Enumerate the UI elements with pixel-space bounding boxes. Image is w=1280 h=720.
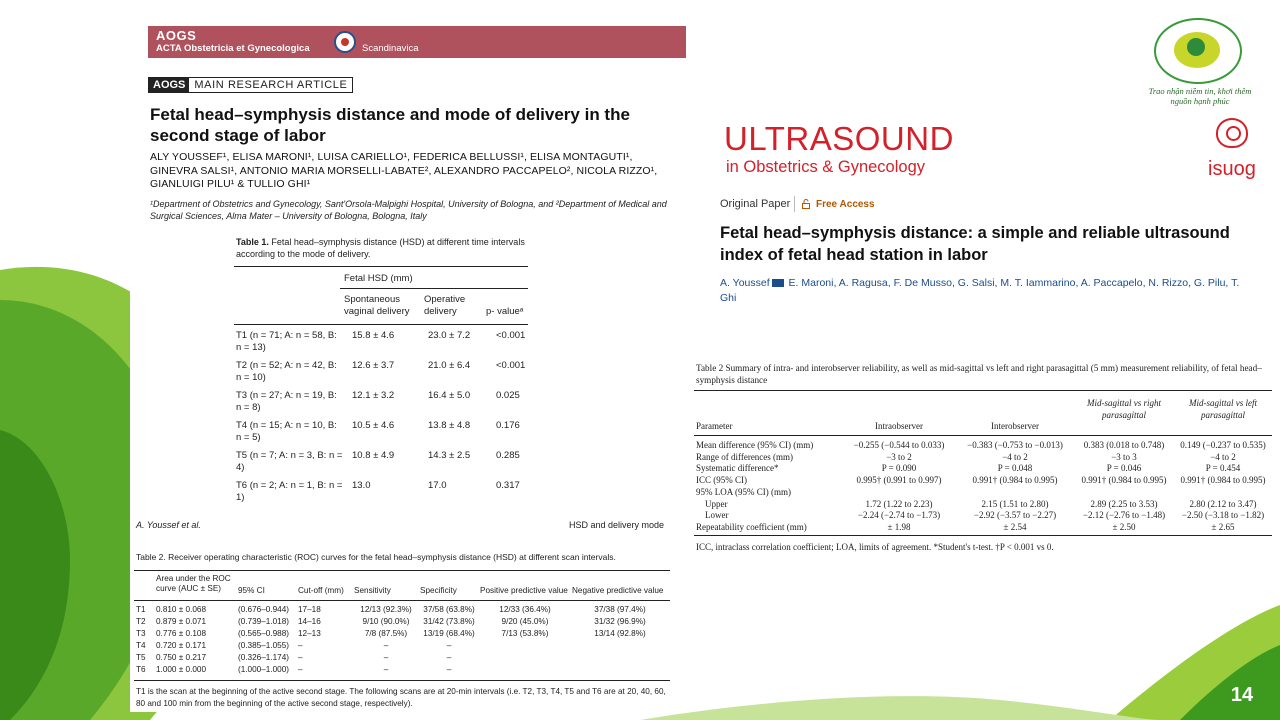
roc-table-col-ppv: Positive predictive value bbox=[480, 586, 568, 595]
table1-cell-p: 0.176 bbox=[496, 420, 520, 431]
roc-table-cell-specificity: – bbox=[446, 653, 452, 662]
table1-cell-operative: 16.4 ± 5.0 bbox=[428, 390, 471, 401]
table1-group-header: Fetal HSD (mm) bbox=[344, 273, 413, 284]
table1-cell-operative: 17.0 bbox=[428, 480, 447, 491]
roc-table-cell-specificity: – bbox=[446, 641, 452, 650]
table1-cell-p: <0.001 bbox=[496, 360, 526, 371]
running-header-title: HSD and delivery mode bbox=[568, 520, 664, 530]
article-tag-journal: AOGS bbox=[149, 78, 189, 92]
roc-table-cell-cutoff: – bbox=[298, 665, 303, 674]
reliability-cell-left: 2.80 (2.12 to 3.47) bbox=[1189, 498, 1257, 509]
reliability-cell-left: −4 to 2 bbox=[1210, 451, 1236, 462]
roc-table-cell-scan: T6 bbox=[136, 665, 146, 674]
roc-table-cell-npv: 13/14 (92.8%) bbox=[594, 629, 646, 638]
roc-table-cell-sensitivity: 12/13 (92.3%) bbox=[360, 605, 412, 614]
running-header-author: A. Youssef et al. bbox=[136, 520, 201, 530]
table1-cell-p: 0.317 bbox=[496, 480, 520, 491]
reliability-cell-right: −2.12 (−2.76 to −1.48) bbox=[1082, 510, 1166, 521]
reliability-cell-intra: −0.255 (−0.544 to 0.033) bbox=[853, 440, 945, 450]
reliability-cell-inter: ± 2.54 bbox=[1003, 521, 1027, 532]
reliability-cell-left: ± 2.65 bbox=[1211, 521, 1235, 532]
roc-table-panel bbox=[130, 512, 674, 712]
table1-col-operative: Operative delivery bbox=[424, 294, 466, 317]
roc-table-col-auc: Area under the ROC curve (AUC ± SE) bbox=[156, 574, 231, 593]
reliability-cell-intra: −3 to 2 bbox=[886, 451, 912, 462]
roc-table-cell-cutoff: 12–13 bbox=[298, 629, 321, 638]
reliability-cell-inter: −0.383 (−0.753 to −0.013) bbox=[967, 440, 1063, 450]
aogs-journal-banner bbox=[148, 26, 686, 58]
roc-table-caption: Table 2. Receiver operating characteristic (ROC) curves for the fetal head–symphysis distance (HSD) at different scan intervals. bbox=[136, 552, 616, 562]
reliability-cell-parameter: 95% LOA (95% CI) (mm) bbox=[696, 486, 791, 497]
roc-table-cell-scan: T2 bbox=[136, 617, 146, 626]
roc-table-cell-cutoff: 14–16 bbox=[298, 617, 321, 626]
roc-table-cell-ppv: 12/33 (36.4%) bbox=[499, 605, 551, 614]
table1-row-label: T3 (n = 27; A: n = 19, B: n = 8) bbox=[236, 390, 337, 413]
reliability-cell-right: 0.991† (0.984 to 0.995) bbox=[1081, 475, 1167, 486]
table1-cell-spontaneous: 10.8 ± 4.9 bbox=[352, 450, 395, 461]
reliability-cell-intra: ± 1.98 bbox=[887, 521, 911, 532]
roc-table-col-npv: Negative predictive value bbox=[572, 586, 664, 595]
roc-table-cell-ppv: 9/20 (45.0%) bbox=[501, 617, 549, 626]
isuog-logo-text: isuog bbox=[1208, 158, 1256, 180]
isuog-emblem-icon bbox=[1216, 118, 1248, 148]
table1-cell-spontaneous: 12.1 ± 3.2 bbox=[352, 390, 395, 401]
reliability-cell-left: P = 0.454 bbox=[1205, 463, 1241, 474]
reliability-col-right: Mid-sagittal vs right parasagittal bbox=[1087, 398, 1161, 420]
reliability-cell-intra: P = 0.090 bbox=[881, 463, 917, 474]
table1-caption-text: Fetal head–symphysis distance (HSD) at different time intervals according to the mode of delivery. bbox=[236, 237, 525, 259]
roc-table-cell-auc: 0.776 ± 0.108 bbox=[156, 629, 207, 638]
table1-rule bbox=[234, 324, 528, 325]
reliability-col-intra: Intraobserver bbox=[875, 421, 923, 431]
uog-logo-title: ULTRASOUND bbox=[724, 120, 954, 157]
roc-table-cell-cutoff: – bbox=[298, 641, 303, 650]
roc-table-cell-ci: (0.739–1.018) bbox=[238, 617, 289, 626]
roc-table-col-specificity: Specificity bbox=[420, 586, 457, 595]
reliability-cell-right: ± 2.50 bbox=[1112, 521, 1136, 532]
reliability-cell-left: −2.50 (−3.18 to −1.82) bbox=[1181, 510, 1265, 521]
roc-table-col-ci: 95% CI bbox=[238, 586, 265, 595]
reliability-table-rule bbox=[694, 435, 1272, 436]
table1-cell-spontaneous: 15.8 ± 4.6 bbox=[352, 330, 395, 341]
reliability-cell-parameter: Systematic difference* bbox=[696, 463, 779, 474]
reliability-cell-inter: P = 0.048 bbox=[997, 463, 1033, 474]
roc-table-cell-sensitivity: – bbox=[383, 653, 389, 662]
reliability-cell-right: 0.383 (0.018 to 0.748) bbox=[1083, 440, 1165, 450]
roc-table-cell-ci: (0.565–0.988) bbox=[238, 629, 289, 638]
table1-col-spontaneous: Spontaneous vaginal delivery bbox=[344, 294, 410, 317]
table1-rule bbox=[340, 288, 528, 289]
reliability-cell-left: 0.991† (0.984 to 0.995) bbox=[1180, 475, 1266, 486]
roc-table-cell-specificity: – bbox=[446, 665, 452, 674]
table1-cell-p: <0.001 bbox=[496, 330, 526, 341]
uog-article-title: Fetal head–symphysis distance: a simple and reliable ultrasound index of fetal head station in labor bbox=[720, 224, 1230, 264]
article-type-tag bbox=[148, 77, 353, 93]
table1-caption-label: Table 1. bbox=[236, 237, 269, 247]
roc-table-cell-auc: 0.879 ± 0.071 bbox=[156, 617, 207, 626]
reliability-cell-right: −3 to 3 bbox=[1111, 451, 1137, 462]
reliability-cell-parameter: ICC (95% CI) bbox=[696, 475, 747, 486]
table1-cell-spontaneous: 12.6 ± 3.7 bbox=[352, 360, 395, 371]
table1-cell-operative: 23.0 ± 7.2 bbox=[428, 330, 471, 341]
uog-article-panel bbox=[680, 110, 1280, 562]
roc-table-cell-auc: 1.000 ± 0.000 bbox=[156, 665, 207, 674]
table1-row-label: T1 (n = 71; A: n = 58, B: n = 13) bbox=[236, 330, 337, 353]
aogs-article-panel bbox=[130, 22, 692, 512]
roc-table-cell-ci: (0.385–1.055) bbox=[238, 641, 289, 650]
roc-table-rule bbox=[134, 600, 670, 601]
roc-table-cell-ci: (1.000–1.000) bbox=[238, 665, 289, 674]
table1-row-label: T2 (n = 52; A: n = 42, B: n = 10) bbox=[236, 360, 337, 383]
aogs-affiliation: ¹Department of Obstetrics and Gynecology, Sant'Orsola-Malpighi Hospital, University of Bologna, and ²Department of Medical and Surgical Sciences, Alma Mater – University of Bologna, Bologna, Italy bbox=[150, 199, 667, 221]
table1-cell-p: 0.025 bbox=[496, 390, 520, 401]
uog-authors bbox=[720, 276, 1240, 305]
table1-cell-operative: 14.3 ± 2.5 bbox=[428, 450, 471, 461]
reliability-cell-intra: 1.72 (1.22 to 2.23) bbox=[865, 498, 933, 509]
reliability-cell-parameter: Mean difference (95% CI) (mm) bbox=[696, 440, 814, 450]
aogs-journal-name: ACTA Obstetricia et Gynecologica bbox=[156, 43, 310, 54]
roc-table-cell-scan: T4 bbox=[136, 641, 146, 650]
reliability-cell-intra: 0.995† (0.991 to 0.997) bbox=[856, 475, 942, 486]
table1-cell-p: 0.285 bbox=[496, 450, 520, 461]
roc-table-rule bbox=[134, 680, 670, 681]
roc-table-cell-npv: 37/38 (97.4%) bbox=[594, 605, 646, 614]
reliability-cell-inter: −2.92 (−3.57 to −2.27) bbox=[973, 510, 1057, 521]
reliability-cell-parameter: Lower bbox=[696, 510, 729, 521]
roc-table-rule bbox=[134, 570, 670, 571]
table1-row-label: T6 (n = 2; A: n = 1, B: n = 1) bbox=[236, 480, 343, 503]
article-type: Original Paper bbox=[720, 198, 791, 210]
roc-table-cell-auc: 0.750 ± 0.217 bbox=[156, 653, 207, 662]
reliability-table-footnote: ICC, intraclass correlation coefficient; LOA, limits of agreement. *Student's t-test. †P < 0.001 vs 0. bbox=[696, 542, 1054, 552]
roc-table-cell-scan: T5 bbox=[136, 653, 146, 662]
roc-table-cell-sensitivity: – bbox=[383, 641, 389, 650]
slide-number: 14 bbox=[1230, 684, 1254, 706]
aogs-journal-region: Scandinavica bbox=[362, 43, 419, 54]
table1-rule bbox=[234, 266, 528, 267]
roc-table-col-cutoff: Cut-off (mm) bbox=[298, 586, 344, 595]
roc-table-footnote: T1 is the scan at the beginning of the active second stage. The following scans are at 20-min intervals (i.e. T2, T3, T4, T5 and T6 are at 20, 40, 60, 80 and 100 min from the beginning of the active second stage, respectively). bbox=[136, 687, 666, 708]
uog-logo-subtitle: in Obstetrics & Gynecology bbox=[726, 158, 925, 176]
uog-author-link[interactable]: A. Youssef bbox=[720, 277, 770, 289]
table1-row-label: T4 (n = 15; A: n = 10, B: n = 5) bbox=[236, 420, 337, 443]
reliability-col-left: Mid-sagittal vs left parasagittal bbox=[1189, 398, 1257, 420]
roc-table-cell-specificity: 31/42 (73.8%) bbox=[423, 617, 475, 626]
roc-table-cell-npv: 31/32 (96.9%) bbox=[594, 617, 646, 626]
roc-table-cell-specificity: 13/19 (68.4%) bbox=[423, 629, 475, 638]
roc-table-cell-sensitivity: 7/8 (87.5%) bbox=[364, 629, 408, 638]
table1-col-p: p- valueᵃ bbox=[486, 306, 524, 317]
reliability-cell-inter: −4 to 2 bbox=[1002, 451, 1028, 462]
roc-table-cell-sensitivity: 9/10 (90.0%) bbox=[362, 617, 410, 626]
isuog-logo bbox=[1200, 118, 1266, 188]
reliability-cell-inter: 2.15 (1.51 to 2.80) bbox=[981, 498, 1049, 509]
roc-table-cell-cutoff: – bbox=[298, 653, 303, 662]
hospital-logo bbox=[1138, 8, 1262, 112]
roc-table-cell-scan: T3 bbox=[136, 629, 146, 638]
reliability-cell-parameter: Upper bbox=[696, 498, 728, 509]
roc-table-cell-sensitivity: – bbox=[383, 665, 389, 674]
table1-cell-spontaneous: 10.5 ± 4.6 bbox=[352, 420, 395, 431]
divider bbox=[794, 196, 795, 212]
aogs-authors: ALY YOUSSEF¹, ELISA MARONI¹, LUISA CARIELLO¹, FEDERICA BELLUSSI¹, ELISA MONTAGUTI¹, GINEVRA SALSI¹, ANTONIO MARIA MORSELLI-LABATE², ALEXANDRO PACCAPELO², NICOLA RIZZO¹, GIANLUIGI PILU¹ & TULLIO GHI¹ bbox=[150, 151, 658, 190]
reliability-cell-left: 0.149 (−0.237 to 0.535) bbox=[1180, 440, 1266, 450]
table1-cell-operative: 21.0 ± 6.4 bbox=[428, 360, 471, 371]
reliability-cell-intra: −2.24 (−2.74 to −1.73) bbox=[857, 510, 941, 521]
roc-table-cell-ci: (0.326–1.174) bbox=[238, 653, 289, 662]
aogs-journal-abbr: AOGS bbox=[156, 28, 197, 43]
table1-caption bbox=[236, 236, 528, 260]
roc-table-cell-cutoff: 17–18 bbox=[298, 605, 321, 614]
table1-cell-operative: 13.8 ± 4.8 bbox=[428, 420, 471, 431]
article-tag-type: MAIN RESEARCH ARTICLE bbox=[194, 79, 348, 91]
reliability-col-inter: Interobserver bbox=[991, 421, 1039, 431]
reliability-cell-right: P = 0.046 bbox=[1106, 463, 1142, 474]
reliability-cell-parameter: Range of differences (mm) bbox=[696, 451, 794, 462]
reliability-table-caption: Table 2 Summary of intra- and interobserver reliability, as well as mid-sagittal vs left and right parasagittal (5 mm) measurement reliability, of fetal head–symphysis distance bbox=[696, 363, 1262, 385]
uog-author-links[interactable]: E. Maroni, A. Ragusa, F. De Musso, G. Salsi, M. T. Iammarino, A. Paccapelo, N. Rizzo, G. Pilu, T. Ghi bbox=[720, 277, 1240, 304]
aogs-article-title: Fetal head–symphysis distance and mode of delivery in the second stage of labor bbox=[150, 105, 630, 145]
roc-table-col-sensitivity: Sensitivity bbox=[354, 586, 391, 595]
roc-table-cell-auc: 0.810 ± 0.068 bbox=[156, 605, 207, 614]
hospital-tagline: Trao nhận niềm tin, khơi thêm nguồn hạnh phúc bbox=[1148, 86, 1252, 106]
table1-cell-spontaneous: 13.0 bbox=[352, 480, 371, 491]
email-icon[interactable] bbox=[772, 279, 784, 287]
reliability-col-parameter: Parameter bbox=[696, 421, 733, 431]
reliability-table-rule bbox=[694, 535, 1272, 536]
reliability-cell-parameter: Repeatability coefficient (mm) bbox=[696, 521, 807, 532]
roc-table-cell-ppv: 7/13 (53.8%) bbox=[501, 629, 549, 638]
reliability-cell-right: 2.89 (2.25 to 3.53) bbox=[1090, 498, 1158, 509]
aogs-seal-icon bbox=[334, 31, 356, 53]
open-lock-icon bbox=[802, 199, 810, 209]
reliability-table-rule bbox=[694, 390, 1272, 391]
table1-row-label: T5 (n = 7; A: n = 3, B: n = 4) bbox=[236, 450, 343, 473]
free-access-badge[interactable]: Free Access bbox=[816, 199, 875, 210]
roc-table-cell-auc: 0.720 ± 0.171 bbox=[156, 641, 207, 650]
roc-table-cell-ci: (0.676–0.944) bbox=[238, 605, 289, 614]
hospital-logo-emblem bbox=[1174, 32, 1220, 68]
roc-table-cell-scan: T1 bbox=[136, 605, 146, 614]
reliability-cell-inter: 0.991† (0.984 to 0.995) bbox=[972, 475, 1058, 486]
roc-table-cell-specificity: 37/58 (63.8%) bbox=[423, 605, 475, 614]
